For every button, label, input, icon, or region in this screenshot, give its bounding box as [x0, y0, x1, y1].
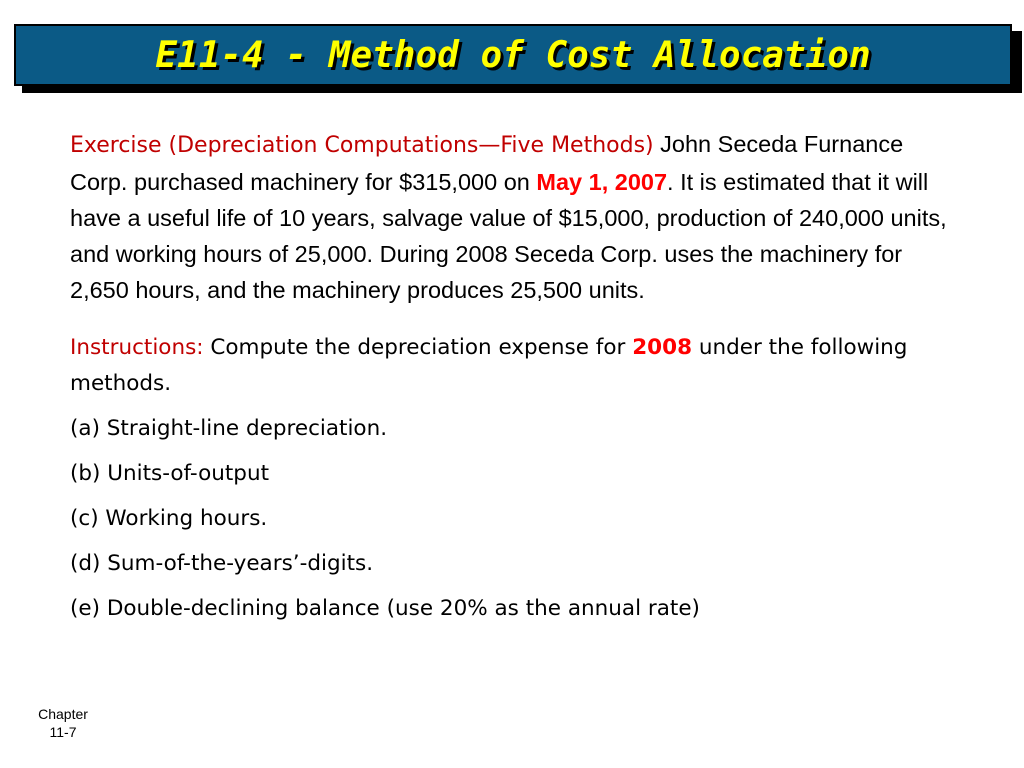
instructions-paragraph — [70, 330, 950, 402]
chapter-footer — [30, 705, 96, 741]
instructions-text-2: under the following methods. — [70, 335, 908, 396]
exercise-label: Exercise (Depreciation Computations—Five Methods) — [70, 133, 654, 158]
method-item-d: (d) Sum-of-the-years’-digits. — [70, 551, 374, 576]
chapter-label: Chapter — [38, 706, 88, 722]
instructions-text-1: Compute the depreciation expense for — [203, 335, 633, 360]
instructions-block — [70, 330, 950, 627]
page-number: 11-7 — [49, 724, 77, 740]
instructions-label: Instructions: — [70, 335, 204, 360]
title-bar — [14, 24, 1012, 86]
method-item-b: (b) Units-of-output — [70, 461, 270, 486]
instructions-year: 2008 — [632, 335, 693, 360]
exercise-text-2: . It is estimated that it will have a useful life of 10 years, salvage value of $15,000, production of 240,000 units, and working hours of 25,000. During 2008 Seceda Corp. uses the machinery for 2,650 hours, and the machinery produces 25,500 units. — [70, 169, 947, 303]
method-item-c: (c) Working hours. — [70, 506, 268, 531]
purchase-date: May 1, 2007 — [536, 169, 668, 195]
slide-title: E11-4 - Method of Cost Allocation — [155, 34, 871, 76]
method-item-e: (e) Double-declining balance (use 20% as the annual rate) — [70, 596, 700, 621]
slide-content — [70, 126, 950, 627]
exercise-text-1: John Seceda Furnance Corp. purchased machinery for $315,000 on — [70, 131, 904, 195]
exercise-paragraph — [70, 126, 950, 308]
method-item-a: (a) Straight-line depreciation. — [70, 416, 388, 441]
